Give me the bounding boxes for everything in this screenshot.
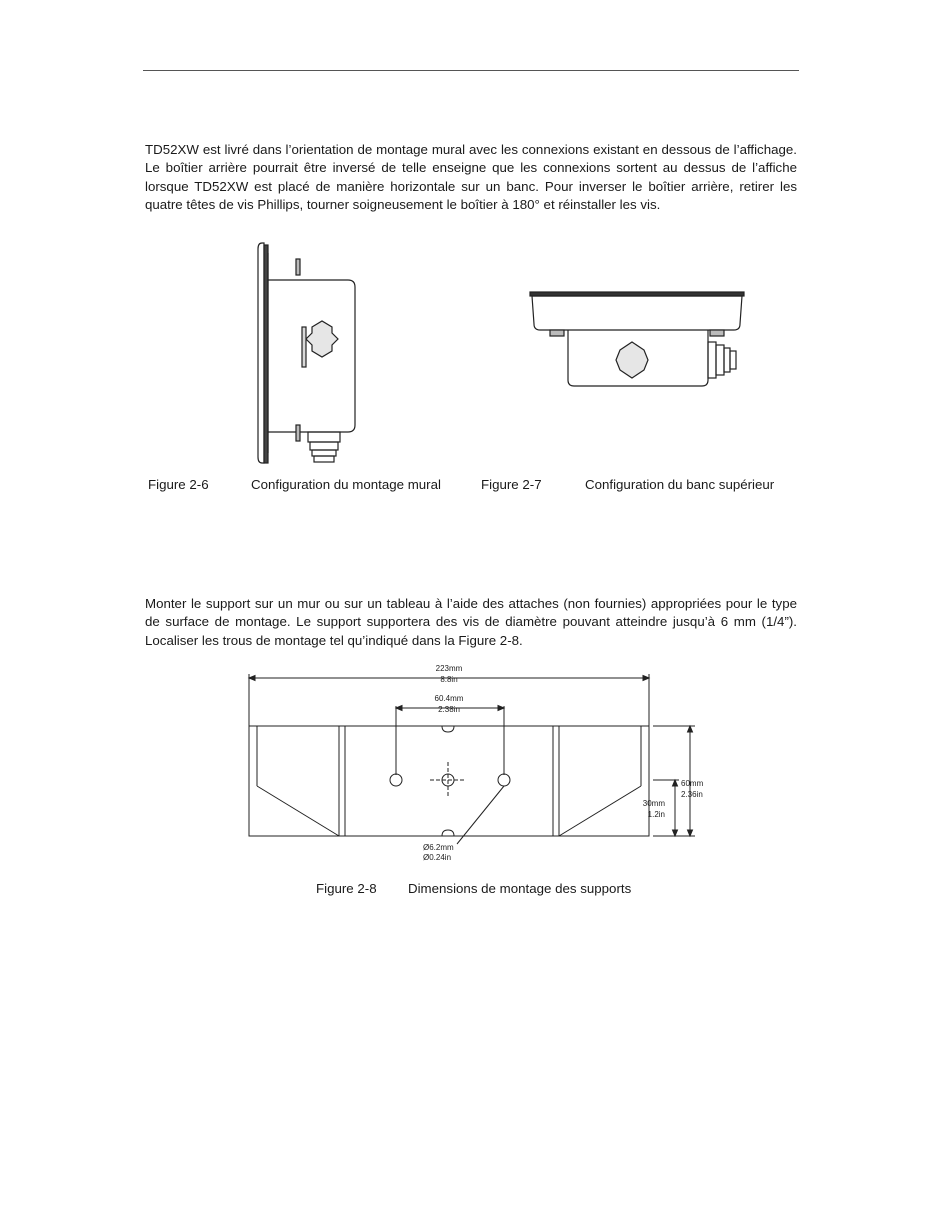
hole-diameter-mm-label: Ø6.2mm xyxy=(423,843,454,852)
paragraph-orientation: TD52XW est livré dans l’orientation de montage mural avec les connexions existant en dessous de l’affichage. Le boîtier arrière pourrait être inversé de telle enseigne que les connexions sortent au dessus de l’affiche lorsque TD52XW est placé de manière horizontale sur un banc. Pour inverser le boîtier arrière, retirer les quatre têtes de vis Phillips, tourner soigneusement le boîtier à 180° et réinstaller les vis. xyxy=(145,142,797,213)
half-height-mm-label: 30mm xyxy=(642,799,665,808)
half-height-in-label: 1.2in xyxy=(647,810,665,819)
hole-spacing-in-label: 2.38in xyxy=(438,705,460,714)
figure-2-8-number: Figure 2-8 xyxy=(316,881,377,896)
figure-2-8-caption: Dimensions de montage des supports xyxy=(408,881,632,896)
bench-mount-drawing xyxy=(528,288,746,390)
total-width-in-label: 8.8in xyxy=(440,675,458,684)
figure-2-7-number: Figure 2-7 xyxy=(481,477,542,492)
hole-spacing-mm-label: 60.4mm xyxy=(434,694,464,703)
header-rule xyxy=(143,70,799,71)
total-width-mm-label: 223mm xyxy=(435,664,463,673)
figure-2-6-number: Figure 2-6 xyxy=(148,477,209,492)
paragraph-mounting: Monter le support sur un mur ou sur un tableau à l’aide des attaches (non fournies) appropriées pour le type de surface de montage. Le support supportera des vis de diamètre pouvant atteindre jusqu’à 6 mm (1/4”). Localiser les trous de montage tel qu’indiqué dans la Figure 2-8. xyxy=(145,596,797,648)
height-mm-label: 60mm xyxy=(681,779,704,788)
height-in-label: 2.36in xyxy=(681,790,703,799)
wall-mount-drawing xyxy=(250,235,370,470)
bracket-dimension-drawing xyxy=(235,660,715,870)
hole-diameter-in-label: Ø0.24in xyxy=(423,853,452,862)
figure-2-6-caption: Configuration du montage mural xyxy=(251,477,441,492)
figure-2-7-caption: Configuration du banc supérieur xyxy=(585,477,775,492)
